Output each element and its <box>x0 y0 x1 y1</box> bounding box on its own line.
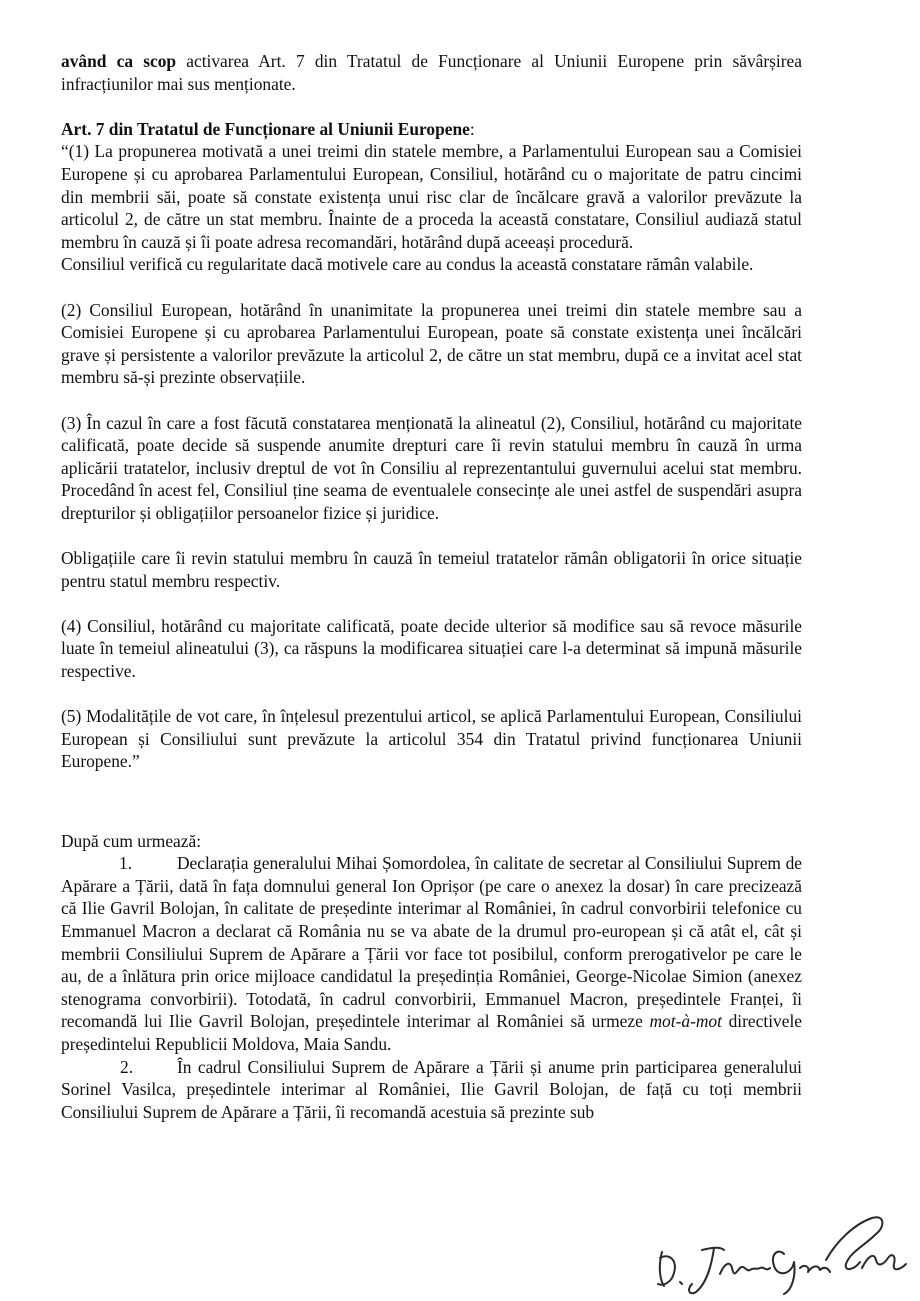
spacer <box>61 95 802 118</box>
spacer <box>61 524 802 547</box>
article-heading <box>61 118 802 141</box>
item-1-text-a: Declarația generalului Mihai Șomordolea, în calitate de secretar al Consiliului Suprem de Apărare a Țării, dată în fața domnului general Ion Oprișor (pe care o anexez la dosar) în care precizează că Ilie Gavril Bolojan, în calitate de președinte interimar al României, în cadrul convorbirii telefonice cu Emmanuel Macron a declarat că România nu se va abate de la drumul pro-european și că atât el, cât și membrii Consiliului Suprem de Apărare a Țării vor face tot posibilul, conform prerogativelor pe care le au, de a înlătura prin orice mijloace candidatul la președinția României, George-Nicolae Simion (anexez stenograma convorbirii). Totodată, în cadrul convorbirii, Emmanuel Macron, președintele Franței, îi recomandă lui Ilie Gavril Bolojan, președintele interimar al României să urmeze <box>61 853 802 1032</box>
item-1-number: 1. <box>119 853 133 874</box>
document-body <box>61 50 802 1123</box>
followup-item-2 <box>61 1056 802 1124</box>
item-1-italic: mot-à-mot <box>649 1011 722 1032</box>
item-1-text-b: directivele președintelui Republicii Moldova, Maia Sandu. <box>61 1011 802 1054</box>
spacer <box>61 773 802 807</box>
article-title: Art. 7 din Tratatul de Funcționare al Uniunii Europene <box>61 118 470 139</box>
item-2-number: 2. <box>120 1056 134 1077</box>
intro-text: activarea Art. 7 din Tratatul de Funcționare al Uniunii Europene prin săvârșirea infracțiunilor mai sus menționate. <box>61 51 802 94</box>
intro-bold: având ca scop <box>61 51 177 71</box>
article-paragraph-3b: Obligațiile care îi revin statului membru în cauză în temeiul tratatelor rămân obligatorii în orice situație pentru statul membru respectiv. <box>61 548 802 591</box>
spacer <box>61 592 802 615</box>
intro-paragraph <box>61 50 802 95</box>
signature-strokes <box>658 1217 906 1294</box>
article-paragraph-5: (5) Modalitățile de vot care, în înțelesul prezentului articol, se aplică Parlamentului European, Consiliului European și Consiliului sunt prevăzute la articolul 354 din Tratatul privind funcționarea Uniunii Europene.” <box>61 706 802 772</box>
article-paragraph-4: (4) Consiliul, hotărând cu majoritate calificată, poate decide ulterior să modifice sau să revoce măsurile luate în temeiul alineatului (3), ca răspuns la modificarea situației care l-a determinat să impună măsurile respective. <box>61 615 802 682</box>
followup-heading: După cum urmează: <box>61 830 202 851</box>
spacer <box>61 807 802 830</box>
handwritten-signature <box>650 1212 910 1297</box>
article-paragraph-2: (2) Consiliul European, hotărând în unanimitate la propunerea unei treimi din statele membre sau a Comisiei Europene și cu aprobarea Parlamentului European, poate să constate existența unei încălcări grave și persistente a valorilor prevăzute la articolul 2, de către un stat membru, după ce a invitat acel stat membru să-și prezinte observațiile. <box>61 299 802 388</box>
article-paragraph-1: “(1) La propunerea motivată a unei treimi din statele membre, a Parlamentului European sau a Comisiei Europene și cu aprobarea Parlamentului European, Consiliul, hotărând cu o majoritate de patru cincimi din membrii săi, poate să constate existența unui risc clar de încălcare gravă a valorilor prevăzute la articolul 2, de către un stat membru. Înainte de a proceda la această constatare, Consiliul audiază statul membru în cauză și îi poate adresa recomandări, hotărând după aceeași procedură. <box>61 141 802 252</box>
article-title-suffix: : <box>469 118 475 139</box>
spacer <box>61 389 802 412</box>
spacer <box>61 276 802 299</box>
followup-item-1 <box>61 852 802 1055</box>
article-paragraph-3: (3) În cazul în care a fost făcută constatarea menționată la alineatul (2), Consiliul, hotărând cu majoritate calificată, poate decide să suspende anumite drepturi care îi revin statului membru în cauză în urma aplicării tratatelor, inclusiv dreptul de vot în Consiliu al reprezentantului guvernului acelui stat membru. Procedând în acest fel, Consiliul ține seama de eventualele consecințe ale unei astfel de suspendări asupra drepturilor și obligațiilor persoanelor fizice și juridice. <box>61 412 802 523</box>
item-2-text: În cadrul Consiliului Suprem de Apărare a Țării și anume prin participarea generalului Sorinel Vasilca, președintele interimar al României, Ilie Gavril Bolojan, de față cu toți membrii Consiliului Suprem de Apărare a Țării, îi recomandă acestuia să prezinte sub <box>61 1056 802 1122</box>
spacer <box>61 683 802 706</box>
article-paragraph-1b: Consiliul verifică cu regularitate dacă motivele care au condus la această constatare rămân valabile. <box>61 254 754 275</box>
